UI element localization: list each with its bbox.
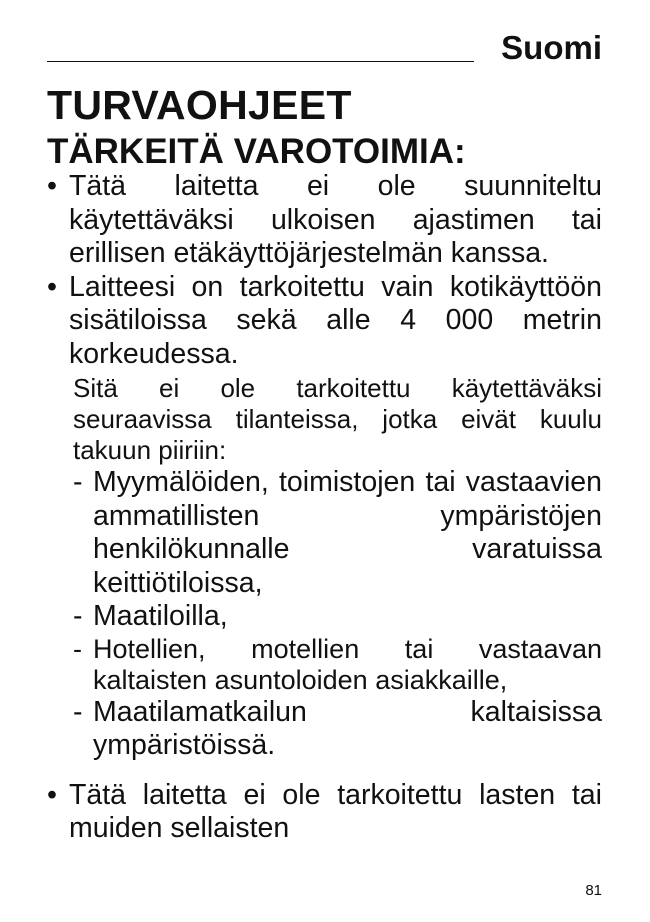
list-item-text: Hotellien, motellien tai vastaavan kaltaisten asuntoloiden asiakkaille, [93,633,602,695]
bullet-text: Laitteesi on tarkoitettu vain kotikäyttöön sisätiloissa sekä alle 4 000 metrin korkeudessa. [69,270,602,370]
bullet-item [47,170,602,271]
bullet-mark: • [47,778,57,811]
language-label: Suomi [501,29,602,66]
bullet-item [47,779,602,846]
dash-mark: - [73,695,83,728]
dash-mark: - [73,633,82,664]
dash-mark: - [73,600,83,632]
list-item-text: Maatilamatkailun kaltaisissa ympäristöissä. [93,695,602,761]
bullet-text: Tätä laitetta ei ole suunniteltu käytettäväksi ulkoisen ajastimen tai erillisen etäkäyttöjärjestelmän kanssa. [69,170,602,269]
page-header [47,28,602,68]
list-item [73,600,602,634]
list-item [73,696,602,763]
dash-mark: - [73,466,83,498]
list-item [73,466,602,600]
bullet-note: Sitä ei ole tarkoitettu käytettäväksi seuraavissa tilanteissa, jotka eivät kuulu takuun piiriin: [73,373,602,465]
header-rule [47,61,474,62]
bullet-mark: • [47,170,57,202]
bullet-text: Tätä laitetta ei ole tarkoitettu lasten tai muiden sellaisten [69,778,602,844]
bullet-item [47,271,602,372]
list-item-text: Myymälöiden, toimistojen tai vastaavien ammatillisten ympäristöjen henkilökunnalle varatuissa keittiötiloissa, [93,466,602,599]
section-subtitle: TÄRKEITÄ VAROTOIMIA: [47,132,466,171]
page-title: TURVAOHJEET [47,82,352,128]
page-number: 81 [585,882,602,899]
list-item [73,634,602,696]
exclusion-list [73,466,602,763]
safety-instructions [47,170,602,846]
list-item-text: Maatiloilla, [93,600,228,632]
bullet-mark: • [47,270,57,303]
